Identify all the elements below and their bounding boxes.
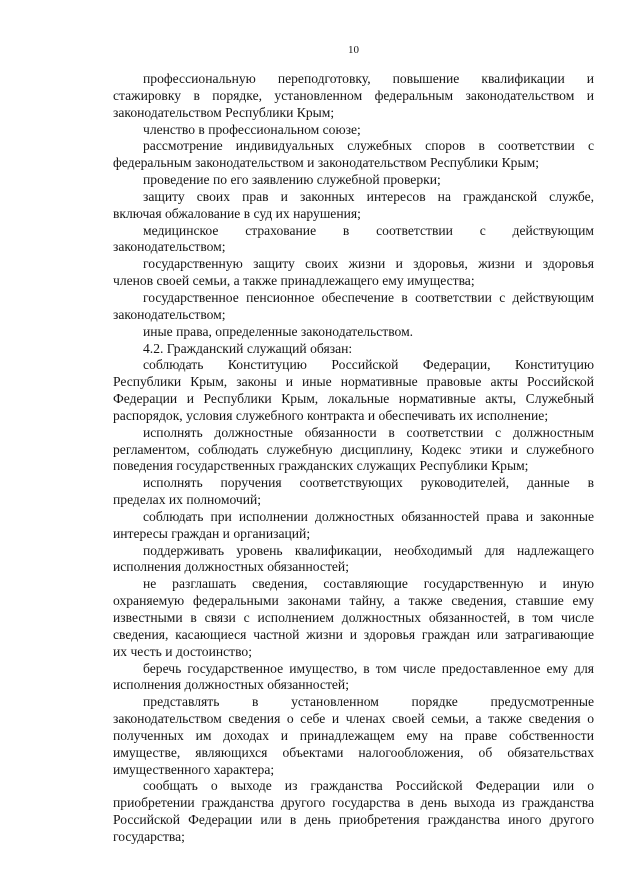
text-line: исполнения должностных обязанностей; (113, 677, 349, 693)
document-body (113, 71, 594, 846)
text-line: интересы граждан и организаций; (113, 525, 311, 541)
text-line: иные права, определенные законодательством. (143, 323, 414, 339)
text-line: приобретении гражданства другого государства в день выхода из гражданства (113, 795, 594, 811)
paragraph (113, 223, 594, 257)
text-line: законодательством сведения о себе и членах своей семьи, а также сведения о (113, 711, 594, 727)
text-line: рассмотрение индивидуальных служебных споров в соответствии с (143, 138, 594, 154)
text-line: Российской Федерации или в день приобретения гражданства иного другого (113, 812, 594, 828)
text-line: регламентом, соблюдать служебную дисциплину, Кодекс этики и служебного (113, 441, 594, 457)
text-line: представлять в установленном порядке предусмотренные (143, 694, 594, 710)
text-line: соблюдать при исполнении должностных обязанностей права и законные (143, 508, 594, 524)
paragraph (113, 357, 594, 424)
text-line: членство в профессиональном союзе; (143, 121, 361, 137)
text-line: имуществе, являющихся объектами налогообложения, об обязательствах (113, 744, 594, 760)
paragraph (113, 256, 594, 290)
text-line: сообщать о выходе из гражданства Российской Федерации или о (143, 778, 594, 794)
text-line: стажировку в порядке, установленном федеральным законодательством и (113, 87, 594, 103)
paragraph (113, 189, 594, 223)
paragraph (113, 576, 594, 660)
text-line: исполнять поручения соответствующих руководителей, данные в (143, 475, 594, 491)
text-line: законодательством; (113, 239, 226, 255)
text-line: не разглашать сведения, составляющие государственную и иную (143, 576, 594, 592)
text-line: включая обжалование в суд их нарушения; (113, 205, 361, 221)
text-line: защиту своих прав и законных интересов на гражданской службе, (143, 188, 594, 204)
text-line: их честь и достоинство; (113, 643, 252, 659)
text-line: сведения, касающиеся частной жизни и здоровья граждан или затрагивающие (113, 626, 594, 642)
text-line: полученных им доходах и принадлежащем ему на праве собственности (113, 727, 594, 743)
text-line: исполнения должностных обязанностей; (113, 559, 349, 575)
text-line: государственную защиту своих жизни и здоровья, жизни и здоровья (143, 256, 594, 272)
text-line: беречь государственное имущество, в том числе предоставленное ему для (143, 660, 594, 676)
text-line: 4.2. Гражданский служащий обязан: (143, 340, 353, 356)
text-line: законодательством; (113, 306, 226, 322)
text-line: имущественного характера; (113, 761, 275, 777)
paragraph (113, 138, 594, 172)
text-line: известными в связи с исполнением должностных обязанностей, в том числе (113, 610, 594, 625)
text-line: распорядок, условия служебного контракта и обеспечивать их исполнение; (113, 407, 549, 423)
text-line: проведение по его заявлению служебной проверки; (143, 172, 441, 188)
text-line: поддерживать уровень квалификации, необходимый для надлежащего (143, 542, 594, 558)
text-line: пределах их полномочий; (113, 492, 262, 508)
text-line: поведения государственных гражданских служащих Республики Крым; (113, 458, 529, 474)
paragraph (113, 425, 594, 476)
text-line: исполнять должностные обязанности в соответствии с должностным (143, 424, 594, 440)
paragraph (113, 122, 594, 139)
text-line: законодательством Республики Крым; (113, 104, 335, 120)
text-line: федеральным законодательством и законодательством Республики Крым; (113, 155, 539, 171)
text-line: охраняемую федеральными законами тайну, а также сведения, ставшие ему (113, 593, 594, 609)
text-line: профессиональную переподготовку, повышение квалификации и (143, 71, 594, 86)
section-heading (113, 341, 594, 358)
paragraph (113, 324, 594, 341)
text-line: государства; (113, 828, 185, 844)
paragraph (113, 172, 594, 189)
paragraph (113, 543, 594, 577)
text-line: медицинское страхование в соответствии с действующим (143, 222, 594, 238)
paragraph (113, 509, 594, 543)
paragraph (113, 475, 594, 509)
text-line: членов своей семьи, а также принадлежащего ему имущества; (113, 273, 475, 289)
paragraph (113, 694, 594, 778)
text-line: государственное пенсионное обеспечение в соответствии с действующим (143, 289, 594, 305)
page-number: 10 (348, 44, 359, 56)
paragraph (113, 71, 594, 122)
text-line: соблюдать Конституцию Российской Федерации, Конституцию (143, 357, 594, 373)
paragraph (113, 290, 594, 324)
text-line: Республики Крым, законы и иные нормативные правовые акты Российской (113, 374, 594, 390)
paragraph (113, 661, 594, 695)
text-line: Федерации и Республики Крым, локальные нормативные акты, Служебный (113, 391, 594, 407)
paragraph (113, 778, 594, 845)
